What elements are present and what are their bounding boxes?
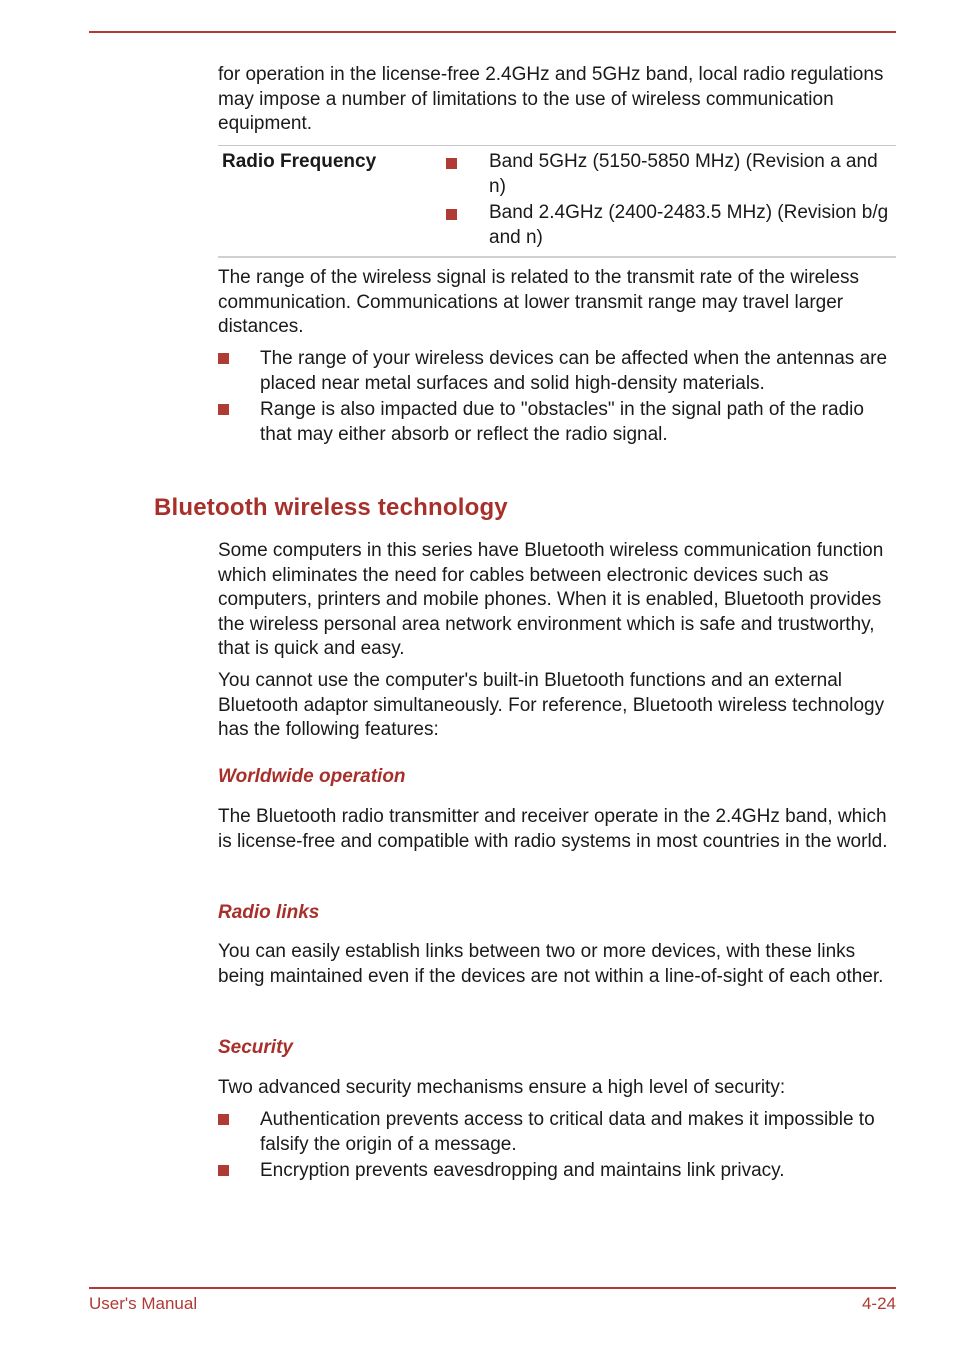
range-paragraph: The range of the wireless signal is related to the transmit rate of the wireless communication. Communications at lower transmit range may travel larger distances. [218, 267, 860, 337]
subsection-heading: Security [218, 1037, 293, 1058]
page-number: 4-24 [861, 1294, 896, 1313]
footer-rule [89, 1287, 896, 1289]
header-rule [89, 31, 896, 33]
list-item [218, 347, 896, 396]
bluetooth-paragraph-1: Some computers in this series have Bluetooth wireless communication function which eliminates the need for cables between electronic devices such as computers, printers and mobile phones. When it is enabled, Bluetooth provides the wireless personal area network environment which is safe and trustworthy, that is quick and easy. [218, 540, 884, 659]
list-item [218, 398, 896, 447]
radio-frequency-item: Band 5GHz (5150-5850 MHz) (Revision a and n) [489, 151, 878, 197]
range-bullet-list [218, 347, 896, 447]
bullet-square-icon [446, 209, 457, 220]
worldwide-paragraph: The Bluetooth radio transmitter and receiver operate in the 2.4GHz band, which is license-free and compatible with radio systems in most countries in the world. [218, 806, 888, 852]
bullet-square-icon [218, 353, 229, 364]
list-item [218, 1108, 896, 1157]
list-item-text: Encryption prevents eavesdropping and maintains link privacy. [260, 1160, 785, 1181]
radio-links-paragraph: You can easily establish links between two or more devices, with these links being maintained even if the devices are not within a line-of-sight of each other. [218, 941, 884, 987]
footer-title: User's Manual [89, 1294, 198, 1313]
subsection-heading: Worldwide operation [218, 766, 406, 787]
list-item-text: Range is also impacted due to "obstacles" in the signal path of the radio that may either absorb or reflect the radio signal. [260, 399, 864, 445]
radio-frequency-label: Radio Frequency [222, 151, 377, 172]
bluetooth-paragraph-2: You cannot use the computer's built-in Bluetooth functions and an external Bluetooth adaptor simultaneously. For reference, Bluetooth wireless technology has the following features: [218, 670, 885, 740]
bullet-square-icon [446, 158, 457, 169]
section-heading: Bluetooth wireless technology [154, 494, 508, 521]
bullet-square-icon [218, 404, 229, 415]
bullet-square-icon [218, 1114, 229, 1125]
list-item-text: Authentication prevents access to critical data and makes it impossible to falsify the origin of a message. [260, 1109, 875, 1155]
subsection-heading: Radio links [218, 902, 320, 923]
bullet-square-icon [218, 1165, 229, 1176]
radio-frequency-item: Band 2.4GHz (2400-2483.5 MHz) (Revision b/g and n) [489, 202, 889, 248]
intro-paragraph: for operation in the license-free 2.4GHz and 5GHz band, local radio regulations may impose a number of limitations to the use of wireless communication equipment. [218, 64, 884, 134]
security-paragraph: Two advanced security mechanisms ensure a high level of security: [218, 1077, 786, 1098]
list-item-text: The range of your wireless devices can be affected when the antennas are placed near metal surfaces and solid high-density materials. [260, 348, 888, 394]
security-bullet-list [218, 1108, 896, 1184]
radio-frequency-table [218, 145, 896, 258]
list-item [218, 1159, 896, 1184]
